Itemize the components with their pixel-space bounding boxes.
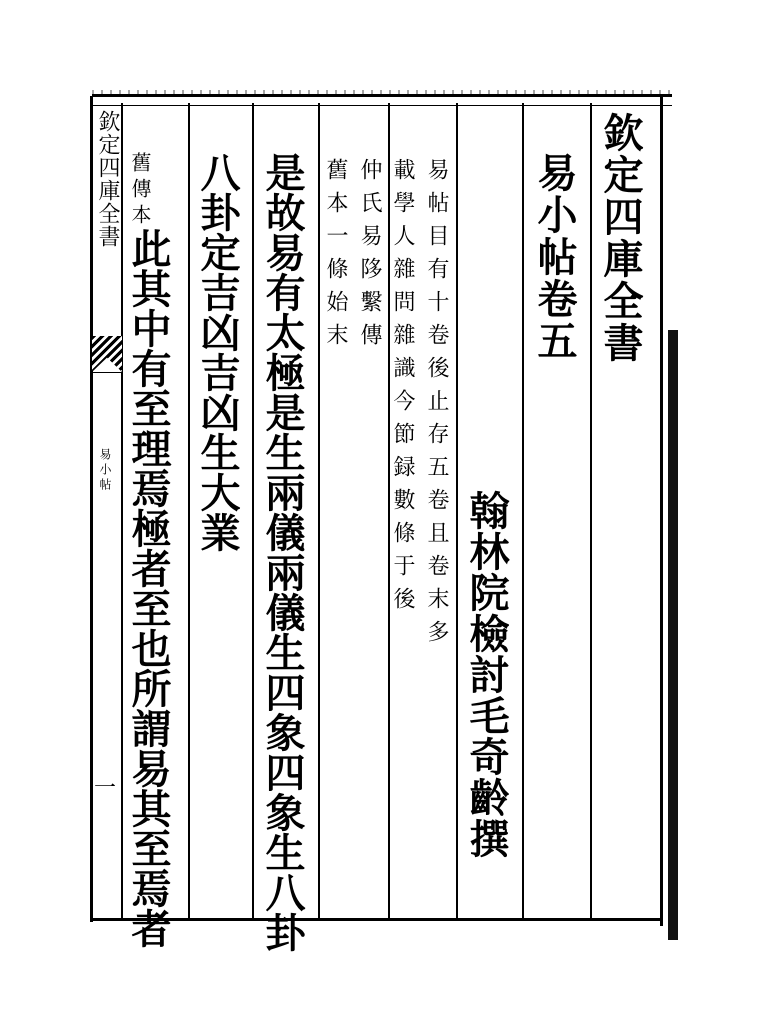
column-divider bbox=[252, 103, 254, 918]
main-text-line: 是故易有太極是生兩儀兩儀生四象四象生八卦 bbox=[259, 152, 306, 952]
commentary-line: 仲氏易陊繫傳 bbox=[357, 158, 382, 356]
annotation-small: 舊傳本 bbox=[128, 152, 152, 230]
margin-book-title: 易小帖 bbox=[98, 448, 112, 493]
column-divider bbox=[318, 103, 320, 918]
column-divider bbox=[121, 103, 123, 918]
author-line: 翰林院檢討毛奇齡撰 bbox=[463, 490, 510, 859]
column-divider bbox=[590, 103, 592, 918]
banner-title: 欽定四庫全書 bbox=[95, 110, 120, 248]
collection-title: 欽定四庫全書 bbox=[597, 112, 644, 364]
right-binding-edge bbox=[668, 330, 678, 940]
main-text-line: 八卦定吉凶吉凶生大業 bbox=[194, 152, 241, 552]
page-number: 一 bbox=[94, 776, 117, 801]
fish-tail-rule bbox=[92, 372, 122, 373]
top-border bbox=[92, 94, 672, 106]
column-divider bbox=[456, 103, 458, 918]
preface-note-line: 易帖目有十卷後止存五卷且卷末多 bbox=[424, 158, 449, 653]
main-text-line: 此其中有至理焉極者至也所謂易其至焉者 bbox=[125, 228, 172, 948]
commentary-line: 舊本一條始末 bbox=[323, 158, 348, 356]
bottom-border bbox=[90, 918, 663, 921]
column-divider bbox=[188, 103, 190, 918]
right-border bbox=[660, 96, 663, 926]
preface-note-line: 載學人雜問雜識今節録數條于後 bbox=[390, 158, 415, 620]
column-divider bbox=[522, 103, 524, 918]
volume-title: 易小帖卷五 bbox=[531, 152, 578, 362]
